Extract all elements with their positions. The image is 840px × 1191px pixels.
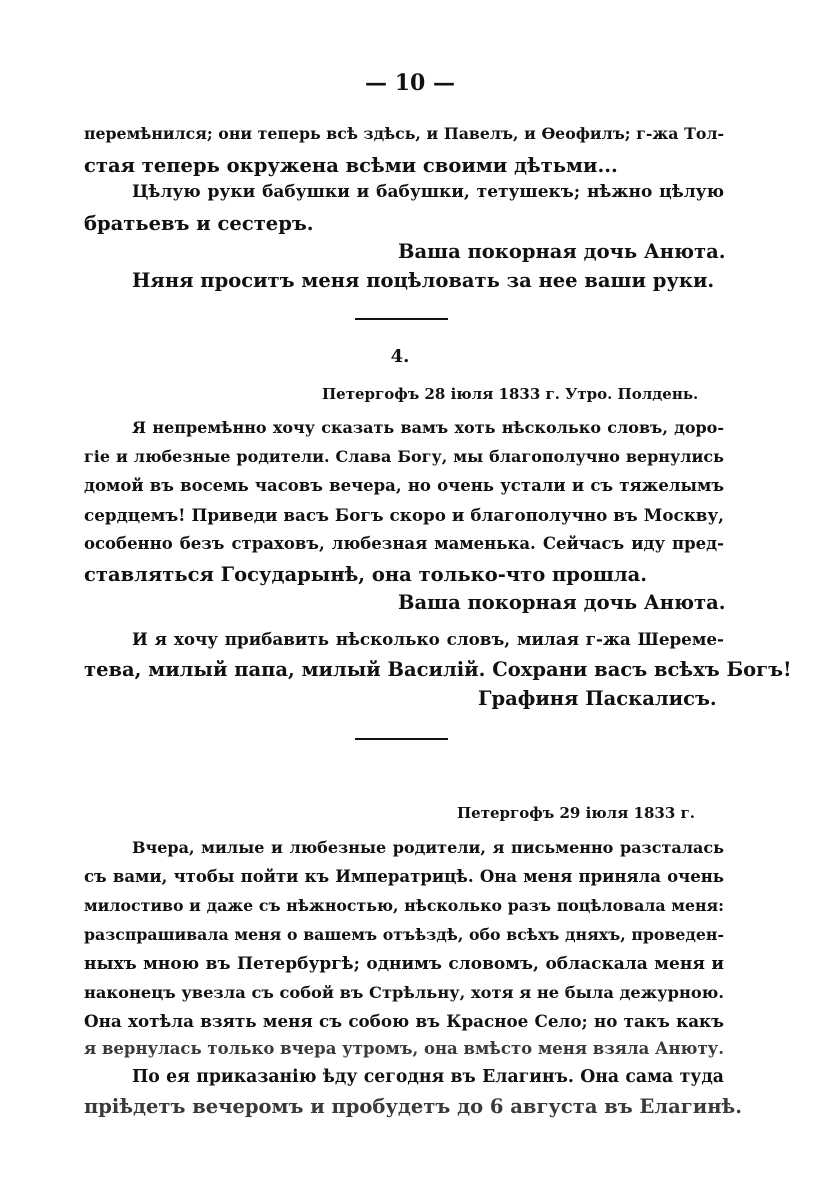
letter5-line: Вчера, милые и любезные родители, я письменно разсталась	[132, 838, 724, 857]
section-divider	[355, 738, 448, 740]
letter-number: 4.	[390, 346, 410, 367]
letter3-line: стая теперь окружена всѣми своими дѣтьми...	[84, 154, 618, 177]
letter4-line: гіе и любезные родители. Слава Богу, мы благополучно вернулись	[84, 447, 724, 466]
letter4-line: особенно безъ страховъ, любезная маменька. Сейчасъ иду пред-	[84, 534, 724, 553]
section-divider	[355, 318, 448, 320]
letter4-addendum-signature: Графиня Паскалисъ.	[478, 687, 717, 710]
letter4-signature: Ваша покорная дочь Анюта.	[398, 591, 726, 614]
letter5-line: я вернулась только вчера утромъ, она вмѣсто меня взяла Анюту.	[84, 1039, 724, 1058]
letter5-line: милостиво и даже съ нѣжностью, нѣсколько разъ поцѣловала меня:	[84, 896, 724, 915]
letter5-line: пріѣдетъ вечеромъ и пробудетъ до 6 августа въ Елагинѣ.	[84, 1095, 742, 1118]
letter5-line: Она хотѣла взять меня съ собою въ Красное Село; но такъ какъ	[84, 1011, 724, 1031]
letter5-line: ныхъ мною въ Петербургѣ; однимъ словомъ, обласкала меня и	[84, 954, 724, 974]
letter4-line: Я непремѣнно хочу сказать вамъ хоть нѣсколько словъ, доро-	[132, 418, 724, 437]
letter3-line: Цѣлую руки бабушки и бабушки, тетушекъ; нѣжно цѣлую	[132, 182, 724, 202]
letter5-line: наконецъ увезла съ собой въ Стрѣльну, хотя я не была дежурною.	[84, 983, 724, 1002]
letter5-line: разспрашивала меня о вашемъ отъѣздѣ, обо всѣхъ дняхъ, проведен-	[84, 925, 724, 944]
letter3-line: перемѣнился; они теперь всѣ здѣсь, и Павелъ, и Ѳеофилъ; г-жа Тол-	[84, 124, 724, 143]
letter4-line: ставляться Государынѣ, она только-что прошла.	[84, 563, 648, 586]
letter5-line: По ея приказанію ѣду сегодня въ Елагинъ. Она сама туда	[132, 1067, 724, 1087]
letter4-addendum-line: И я хочу прибавить нѣсколько словъ, милая г-жа Шереме-	[132, 629, 724, 649]
letter5-dateline: Петергофъ 29 іюля 1833 г.	[457, 804, 695, 822]
letter3-signature: Ваша покорная дочь Анюта.	[398, 240, 726, 263]
letter4-line: домой въ восемь часовъ вечера, но очень устали и съ тяжелымъ	[84, 476, 724, 495]
letter3-line: братьевъ и сестеръ.	[84, 212, 314, 235]
page-number: — 10 —	[365, 70, 455, 96]
letter3-postscript: Няня проситъ меня поцѣловать за нее ваши руки.	[132, 269, 715, 292]
letter4-dateline: Петергофъ 28 іюля 1833 г. Утро. Полдень.	[322, 385, 699, 403]
letter5-line: съ вами, чтобы пойти къ Императрицѣ. Она меня приняла очень	[84, 867, 724, 886]
letter4-addendum-line: тева, милый папа, милый Василій. Сохрани васъ всѣхъ Богъ!	[84, 658, 792, 681]
letter4-line: сердцемъ! Приведи васъ Богъ скоро и благополучно въ Москву,	[84, 505, 724, 525]
